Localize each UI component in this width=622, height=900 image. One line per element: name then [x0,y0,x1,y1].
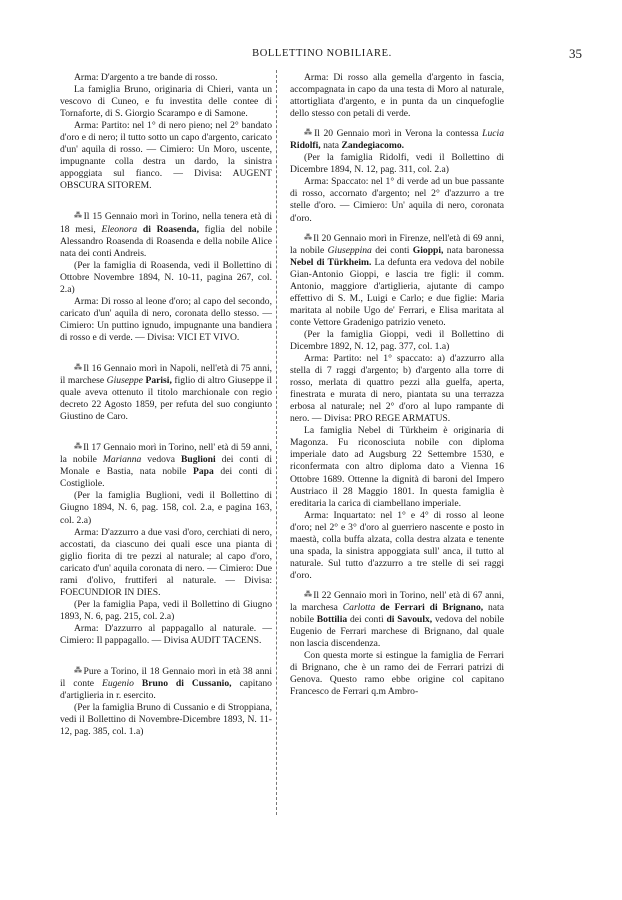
given-name: Giuseppe [106,375,143,387]
reference-buglioni: (Per la famiglia Buglioni, vedi il Bollettino di Giugno 1894, N. 6, pag. 158, col. 2.a, e pagina 163, col. 2.a) [60,490,272,526]
obituary-buglioni: ⁂ Il 17 Gennaio morì in Torino, nell' età di 59 anni, la nobile Marianna vedova Buglioni dei conti di Monale e Bastia, nata nobile Papa dei conti di Costigliole. [60,442,273,490]
given-name: Giuseppina [327,244,372,256]
surname: Bottilia [316,614,348,626]
left-column [60,72,272,738]
column-divider [276,70,277,815]
given-name: Eleonora [101,223,138,235]
bruno-family-note: La famiglia Bruno, originaria di Chieri, vanta un vescovo di Cuneo, e fu investita delle contee di Tornaforte, di S. Giorgio Scarampo e di Samone. [60,84,272,120]
obituary-de-ferrari: ⁂ Il 22 Gennaio morì in Torino, nell' età di 67 anni, la marchesa Carlotta de Ferrari di Brignano, nata nobile Bottilia dei conti di Savoulx, vedova del nobile Eugenio de Ferrari marchese di Brignano, dal quale non lascia discendenza. [290,589,504,650]
surname: Nebel di Türkheim. [290,256,372,268]
page-number: 35 [569,46,582,61]
nebel-family-note: La famiglia Nebel di Türkheim è originaria di Magonza. Fu riconosciuta nobile con diploma imperiale dato ad Augsburg 22 Settembre 1530, e riconfermata con altro diploma dato a Vienna 16 Ottobre 1689. Ottenne la dignità di baroni del Impero Austriaco il 28 Maggio 1801. In questa famiglia è ereditaria la carica di ciambellano imperiale. [290,425,504,509]
obituary-parisi: ⁂ Il 16 Gennaio morì in Napoli, nell'età di 75 anni, il marchese Giuseppe Parisi, figlio di altro Giuseppe il quale aveva ottenuto il titolo marchionale con regio decreto 22 Agosto 1859, per refuta del suo congiunto Giustino de Caro. [60,362,273,423]
reference-ridolfi: (Per la famiglia Ridolfi, vedi il Bollettino di Dicembre 1894, N. 12, pag. 311, col. 2.a) [290,152,504,176]
arma-bruno: Arma: Partito: nel 1° di nero pieno; nel 2° bandato d'oro e di nero; il tutto sotto un capo d'argento, caricato d'un' aquila di rosso. — Cimiero: Un Moro, uscente, impugnante colla destra un dardo, la sinistra appoggiata sul fianco. — Divisa: AUGENT OBSCURA SITOREM. [60,120,272,192]
surname: Parisi, [145,375,172,387]
de-ferrari-family-note: Con questa morte si estingue la famiglia de Ferrari di Brignano, che è un ramo dei de Ferrari patrizi di Genova. Questo ramo ebbe origine col capitano Francesco de Ferrari q.m Ambro- [290,650,504,698]
surname: Papa [192,466,214,478]
given-name: Eugenio [101,678,134,690]
arma-bruno-simple: Arma: D'argento a tre bande di rosso. [74,72,218,83]
asterism-ornament: ⁂ [74,666,82,676]
arma-bruno-cussanio: Arma: Di rosso alla gemella d'argento in fascia, accompagnata in capo da una testa di Moro al naturale, attortigliata d'argento, e in punta da un cinquefoglie dello stesso con petali di verde. [290,72,504,120]
obituary-bruno-cussanio: ⁂ Pure a Torino, il 18 Gennaio morì in età 38 anni il conte Eugenio Bruno di Cussanio, capitano d'artiglieria in r. esercito. [60,666,273,702]
asterism-ornament: ⁂ [74,442,82,452]
arma-nebel: Arma: Inquartato: nel 1° e 4° di rosso al leone d'oro; nel 2° e 3° d'oro al guerriero nascente e posto in maestà, colla buffa alzata, colla destra alzata e tenente una spada, la sinistra appoggiata sull' anca, il tutto al naturale. Sul tutto d'azzurro a tre stelle di sei raggi d'oro. [290,509,504,581]
given-name: Lucia [482,128,504,140]
surname: di Savoulx, [386,614,433,626]
asterism-ornament: ⁂ [304,128,313,138]
reference-bruno-cussanio: (Per la famiglia Bruno di Cussanio e di Stroppiana, vedi il Bollettino di Novembre-Dicembre 1893, N. 11-12, pag. 385, col. 1.a) [60,702,272,738]
surname: di Roasenda, [142,223,199,235]
surname: Gioppi, [412,244,444,256]
arma-papa: Arma: D'azzurro al pappagallo al naturale. — Cimiero: Il pappagallo. — Divisa AUDIT TACENS. [60,622,272,646]
surname: Bruno di Cussanio, [141,678,232,690]
surname: Buglioni [181,454,216,466]
page-header [62,48,582,64]
asterism-ornament: ⁂ [74,362,82,372]
arma-roasenda: Arma: Di rosso al leone d'oro; al capo del secondo, caricato d'un' aquila di nero, coronata dello stesso. — Cimiero: Un puttino ignudo, impugnante una bandiera di rosso e di verde. — Divisa: VICI ET VIVO. [60,295,272,343]
reference-roasenda: (Per la famiglia di Roasenda, vedi il Bollettino di Ottobre Novembre 1894, N. 10-11, pagina 267, col. 2.a) [60,259,272,295]
reference-papa: (Per la famiglia Papa, vedi il Bollettino di Giugno 1893, N. 6, pag. 215, col. 2.a) [60,598,272,622]
asterism-ornament: ⁂ [304,589,312,599]
asterism-ornament: ⁂ [304,232,312,242]
arma-gioppi: Arma: Partito: nel 1° spaccato: a) d'azzurro alla stella di 7 raggi d'argento; b) d'argento alla torre di rosso, merlata di quattro pezzi alla guelfa, aperta, finestrata e murata di nero, piantata su una terrazza erbosa al naturale; nel 2° d'oro al lupo rampante di nero. — Divisa: PRO REGE ARMATUS. [290,353,504,425]
obituary-ridolfi: ⁂ Il 20 Gennaio morì in Verona la contessa Lucia Ridolfi, nata Zandegiacomo. [290,128,504,152]
running-title: BOLLETTINO NOBILIARE. [252,48,392,59]
given-name: Carlotta [342,601,376,613]
obituary-roasenda: ⁂ Il 15 Gennaio morì in Torino, nella tenera età di 18 mesi, Eleonora di Roasenda, figlia del nobile Alessandro Roasenda di Roasenda e della nobile Alice nata dei conti Andreis. [60,211,273,259]
arma-buglioni: Arma: D'azzurro a due vasi d'oro, cerchiati di nero, accostati, da ciascuno dei quali esce una pianta di giglio fiorita di tre pezzi al naturale; al capo d'oro, caricato d'un' aquila coronata di nero. — Cimiero: Due rami d'olivo, fruttiferi al naturale. — Divisa: FOECUNDIOR IN DIES. [60,526,272,598]
reference-gioppi: (Per la famiglia Gioppi, vedi il Bollettino di Dicembre 1892, N. 12, pag. 377, col. 1.a) [290,328,504,352]
surname: Ridolfi, [290,140,321,152]
arma-ridolfi: Arma: Spaccato: nel 1° di verde ad un bue passante di rosso, accornato d'argento; nel 2° d'azzurro a tre stelle d'oro. — Cimiero: Un' aquila di nero, coronata d'oro. [290,176,504,224]
surname: de Ferrari di Brignano, [380,601,484,613]
surname: Zandegiacomo. [341,140,405,152]
obituary-gioppi: ⁂ Il 20 Gennaio morì in Firenze, nell'età di 69 anni, la nobile Giuseppina dei conti Gioppi, nata baronessa Nebel di Türkheim. La defunta era vedova del nobile Gian-Antonio Gioppi, e lascia tre figli: il comm. Antonio, maggiore d'artiglieria, ajutante di campo effettivo di S. M., Luigi e Carlo; e due figlie: Maria maritata al nobile Ugo de' Ferrari, e Elisa maritata al conte Vettore Gradenigo patrizio veneto. [290,232,505,328]
asterism-ornament: ⁂ [74,211,82,221]
given-name: Marianna [102,454,142,466]
right-column [290,72,504,698]
